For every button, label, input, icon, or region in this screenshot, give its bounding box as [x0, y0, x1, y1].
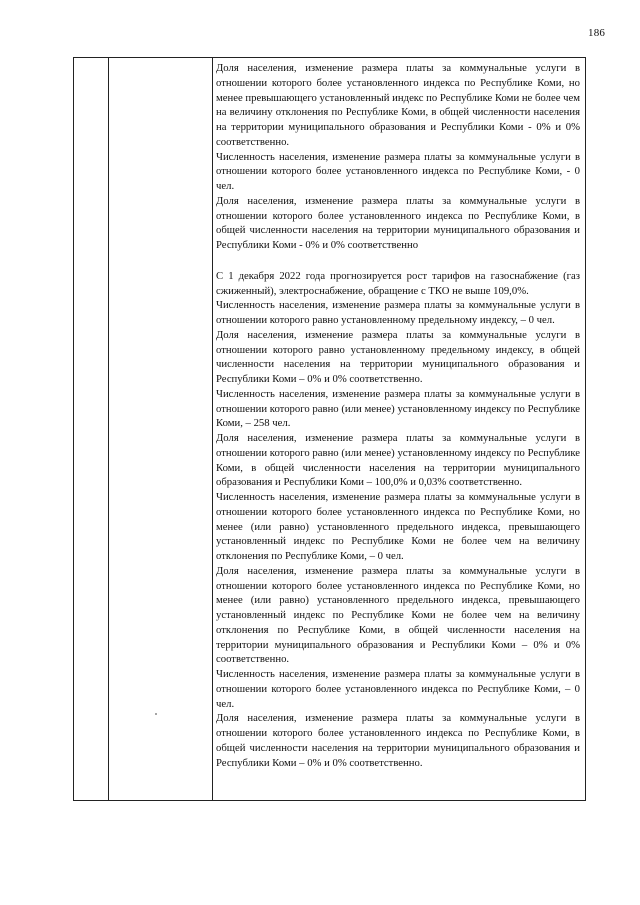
paragraph: С 1 декабря 2022 года прогнозируется рост тарифов на газоснабжение (газ сжиженный), электроснабжение, обращение с ТКО не выше 109,0%. [216, 269, 580, 297]
column-divider-1 [108, 58, 109, 800]
paragraph: Численность населения, изменение размера платы за коммунальные услуги в отношении которого равно установленному предельному индексу, – 0 чел. [216, 299, 580, 326]
scan-speck [155, 713, 157, 715]
paragraph: Доля населения, изменение размера платы за коммунальные услуги в отношении которого более установленного индекса по Республике Коми, но менее превышающего установленный индекс по Республике Коми не более чем на величину отклонения по Республике Коми, в общей численности населения на территории муниципального образования и Республики Коми - 0% и 0% соответственно. [216, 62, 580, 148]
paragraph: Численность населения, изменение размера платы за коммунальные услуги в отношении которого более установленного индекса по Республике Коми, – 0 чел. [216, 668, 580, 710]
page-number: 186 [588, 27, 606, 39]
column-divider-2 [212, 58, 213, 800]
document-table [73, 57, 586, 801]
paragraph: Доля населения, изменение размера платы за коммунальные услуги в отношении которого более установленного индекса по Республике Коми, но менее (или равно) установленного предельного индекса, превышающего установленный индекс по Республике Коми не более чем на величину отклонения по Республике Коми, в общей численности населения на территории муниципального образования и Республики Коми – 0% и 0% соответственно. [216, 564, 580, 666]
paragraph: Доля населения, изменение размера платы за коммунальные услуги в отношении которого равно (или менее) установленному индексу по Республике Коми, в общей численности населения на территории муниципального образования и Республики Коми – 100,0% и 0,03% соответственно. [216, 432, 580, 489]
paragraph: Доля населения, изменение размера платы за коммунальные услуги в отношении которого более установленного индекса по Республике Коми, в общей численности населения на территории муниципального образования и Республики Коми - 0% и 0% соответственно [216, 194, 580, 251]
table-text-cell [216, 61, 580, 770]
paragraph: Численность населения, изменение размера платы за коммунальные услуги в отношении которого равно (или менее) установленному индексу по Республике Коми, – 258 чел. [216, 387, 580, 430]
paragraph-spacer [216, 253, 580, 269]
paragraph: Доля населения, изменение размера платы за коммунальные услуги в отношении которого более установленного индекса по Республике Коми, в общей численности населения на территории муниципального образования и Республики Коми – 0% и 0% соответственно. [216, 712, 580, 769]
paragraph: Доля населения, изменение размера платы за коммунальные услуги в отношении которого равно установленному предельному индексу, в общей численности населения на территории муниципального образования и Республики Коми – 0% и 0% соответственно. [216, 328, 580, 385]
paragraph: Численность населения, изменение размера платы за коммунальные услуги в отношении которого более установленного индекса по Республике Коми, - 0 чел. [216, 150, 580, 192]
paragraph: Численность населения, изменение размера платы за коммунальные услуги в отношении которого более установленного индекса по Республике Коми, но менее (или равно) установленного предельного индекса, превышающего установленный индекс по Республике Коми не более чем на величину отклонения по Республике Коми, – 0 чел. [216, 491, 580, 562]
